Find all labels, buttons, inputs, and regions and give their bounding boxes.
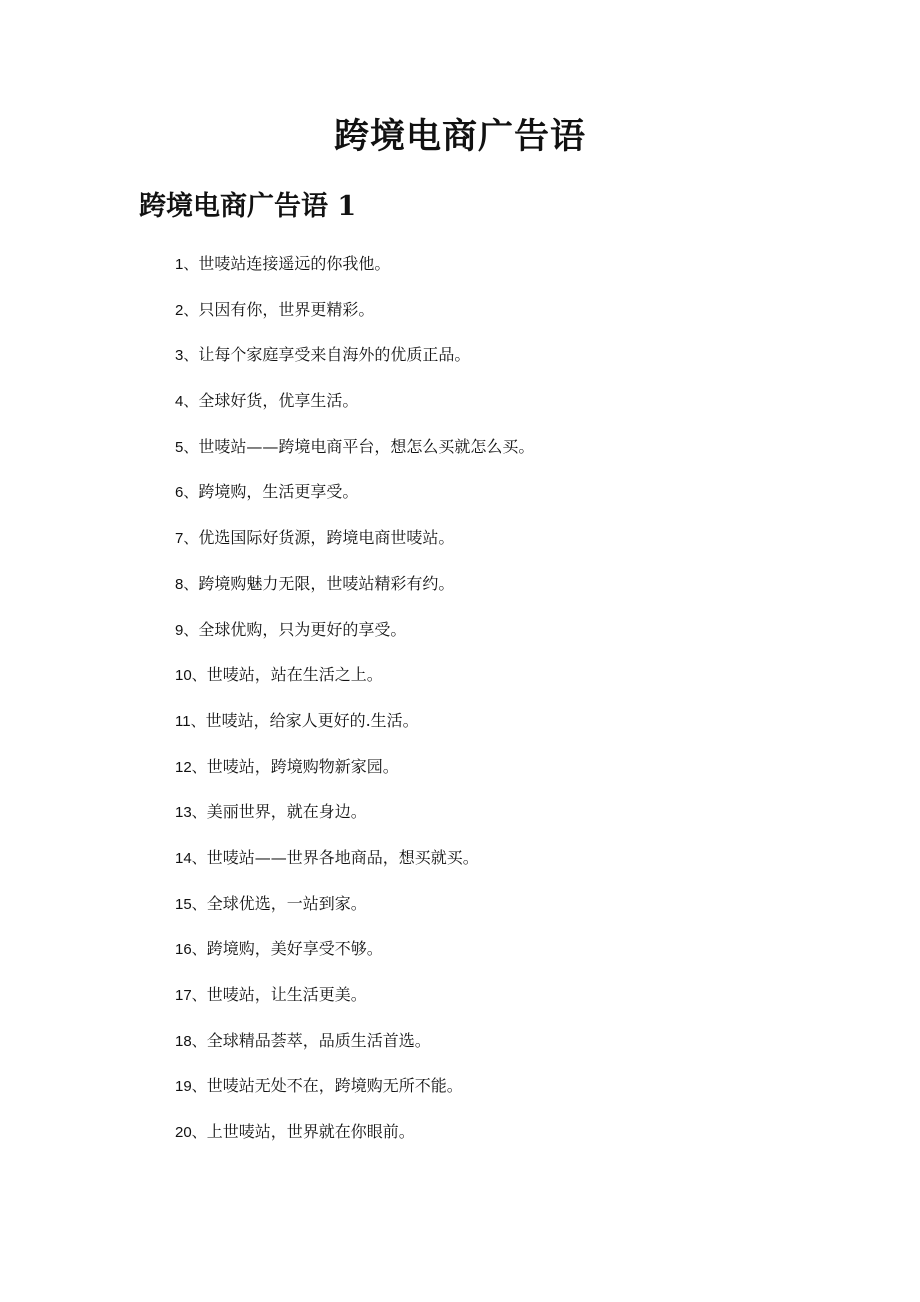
item-number: 20、 (175, 1124, 207, 1142)
item-text: 世唛站，给家人更好的.生活。 (205, 710, 419, 730)
item-text: 世唛站，让生活更美。 (206, 985, 367, 1004)
list-item (175, 934, 855, 980)
list-item (175, 706, 855, 752)
list-item (175, 1117, 855, 1163)
item-text: 全球精品荟萃，品质生活首选。 (206, 1030, 431, 1050)
list-item (175, 980, 855, 1026)
item-number: 6、 (175, 484, 199, 502)
item-number: 17、 (175, 987, 207, 1004)
item-number: 18、 (175, 1032, 207, 1050)
item-text: 美丽世界，就在身边。 (206, 802, 367, 822)
list-item (175, 569, 855, 615)
item-number: 10、 (175, 667, 207, 685)
item-number: 14、 (175, 849, 207, 867)
item-text: 世唛站，站在生活之上。 (206, 665, 383, 685)
item-number: 9、 (175, 621, 199, 639)
list-item (175, 797, 855, 843)
item-text: 只因有你，世界更精彩。 (198, 299, 375, 319)
list-item (175, 889, 855, 935)
list-item (175, 295, 855, 341)
item-text: 跨境购，美好享受不够。 (206, 939, 383, 959)
list-item (175, 1026, 855, 1072)
item-number: 12、 (175, 758, 207, 776)
item-text: 优选国际好货源，跨境电商世唛站。 (198, 528, 455, 548)
item-number: 3、 (175, 347, 199, 365)
list-item (175, 660, 855, 706)
item-text: 上世唛站，世界就在你眼前。 (206, 1122, 415, 1142)
section-title: 跨境电商广告语 1 (139, 191, 357, 222)
list-item (175, 615, 855, 661)
list-item (175, 752, 855, 798)
item-text: 跨境购，生活更享受。 (198, 482, 359, 502)
list-item (175, 523, 855, 569)
item-text: 跨境购魅力无限，世唛站精彩有约。 (198, 573, 455, 593)
item-text: 世唛站——世界各地商品，想买就买。 (206, 847, 479, 867)
item-number: 7、 (175, 530, 199, 548)
document-title: 跨境电商广告语 (333, 116, 586, 157)
item-number: 15、 (175, 895, 207, 913)
item-number: 8、 (175, 575, 199, 593)
list-item (175, 477, 855, 523)
item-number: 13、 (175, 804, 207, 822)
list-item (175, 249, 855, 295)
item-text: 世唛站无处不在，跨境购无所不能。 (206, 1076, 463, 1096)
item-number: 16、 (175, 941, 207, 959)
slogan-list (175, 249, 855, 1163)
item-text: 全球优购，只为更好的享受。 (198, 619, 407, 639)
item-text: 世唛站连接遥远的你我他。 (198, 254, 391, 273)
item-number: 2、 (175, 301, 199, 319)
list-item (175, 432, 855, 478)
item-number: 19、 (175, 1078, 207, 1096)
item-number: 4、 (175, 393, 199, 411)
list-item (175, 1071, 855, 1117)
list-item (175, 843, 855, 889)
item-number: 11、 (175, 712, 206, 730)
list-item (175, 386, 855, 432)
item-text: 全球好货，优享生活。 (198, 391, 359, 411)
item-number: 5、 (175, 438, 199, 456)
item-text: 世唛站，跨境购物新家园。 (206, 756, 399, 776)
list-item (175, 340, 855, 386)
item-number: 1、 (175, 256, 199, 273)
item-text: 让每个家庭享受来自海外的优质正品。 (198, 345, 471, 365)
item-text: 全球优选，一站到家。 (206, 893, 367, 913)
item-text: 世唛站——跨境电商平台，想怎么买就怎么买。 (198, 436, 535, 456)
